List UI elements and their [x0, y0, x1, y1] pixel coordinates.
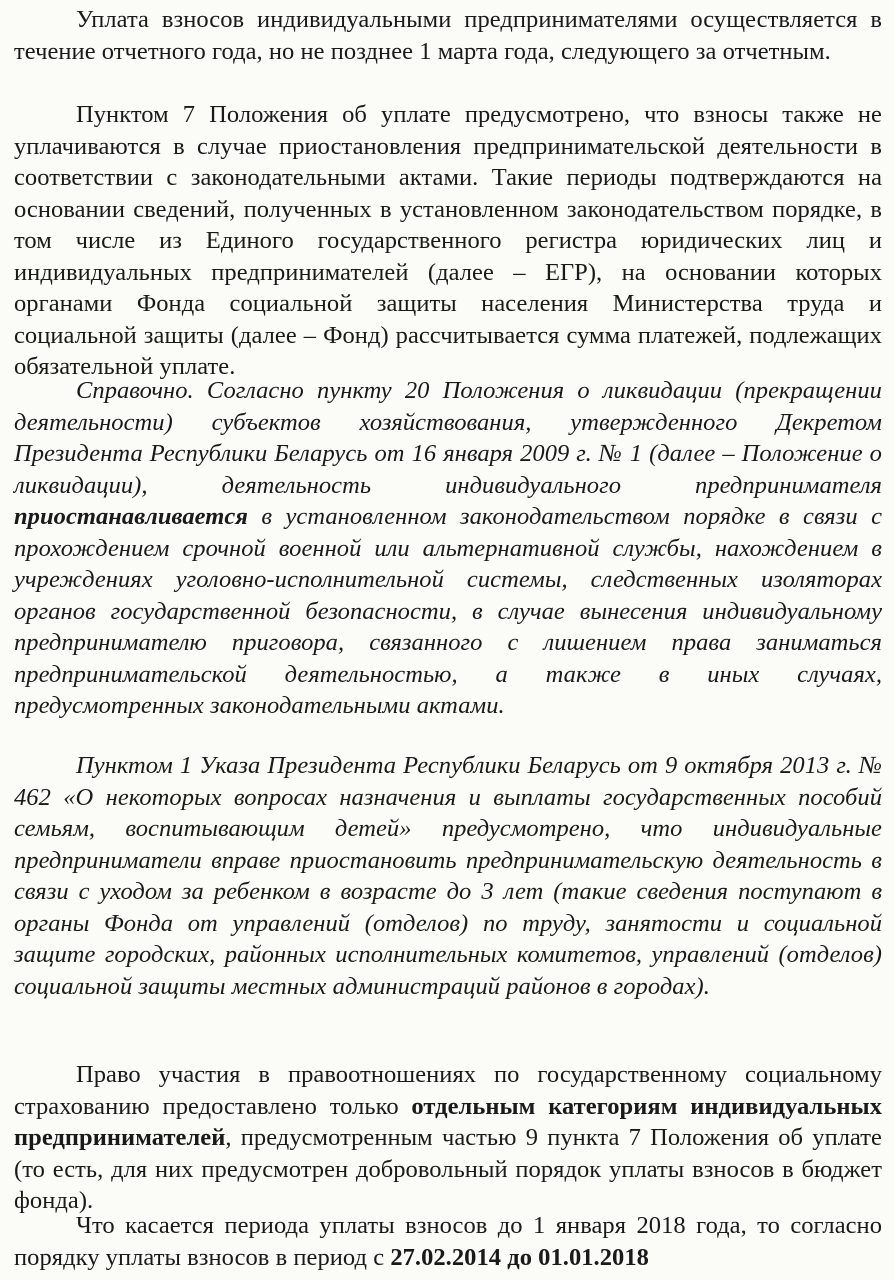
paragraph-2-text: Пунктом 7 Положения об уплате предусмотрено, что взносы также не уплачиваются в случае приостановления предпринимательской деятельности в соответствии с законодательными актами. Такие периоды подтверждаются на основании сведений, полученных в установленном законодательством порядке, в том числе из Единого государственного регистра юридических лиц и индивидуальных предпринимателей (далее – ЕГР), на основании которых органами Фонда социальной защиты населения Министерства труда и социальной защиты (далее – Фонд) рассчитывается сумма платежей, подлежащих обязательной уплате.: [14, 101, 882, 380]
paragraph-1: [14, 4, 882, 67]
paragraph-3-reference-note: [14, 375, 882, 722]
paragraph-6: [14, 1210, 882, 1273]
paragraph-3-text: [14, 375, 882, 722]
paragraph-6-bold-date-start: 27.02.2014: [390, 1243, 502, 1271]
paragraph-2: [14, 99, 882, 383]
paragraph-3-part-1: Справочно. Согласно пункту 20 Положения о ликвидации (прекращении деятельности) субъектов хозяйствования, утвержденного Декретом Президента Республики Беларусь от 16 января 2009 г. № 1 (далее – Положение о ликвидации), деятельность индивидуального предпринимателя: [14, 377, 882, 499]
paragraph-5-bold-term: отдельным категориям индивидуальных предпринимателей: [14, 1092, 882, 1151]
paragraph-3-bold-term: приостанавливается: [14, 503, 248, 530]
paragraph-5-part-2: , предусмотренным частью 9 пункта 7 Положения об уплате (то есть, для них предусмотрен добровольный порядок уплаты взносов в бюджет фонда).: [14, 1124, 882, 1214]
paragraph-3-part-2: в установленном законодательством порядке в связи с прохождением срочной военной или альтернативной службы, нахождением в учреждениях уголовно-исполнительной системы, следственных изоляторах органов государственной безопасности, в случае вынесения индивидуальному предпринимателю приговора, связанного с лишением права заниматься предпринимательской деятельностью, а также в иных случаях, предусмотренных законодательными актами.: [14, 503, 882, 719]
paragraph-1-text: Уплата взносов индивидуальными предпринимателями осуществляется в течение отчетного года, но не позднее 1 марта года, следующего за отчетным.: [14, 6, 882, 65]
paragraph-6-bold-date-end: до 01.01.2018: [507, 1243, 649, 1271]
paragraph-6-text: [14, 1210, 882, 1273]
paragraph-5-part-1: Право участия в правоотношениях по государственному социальному страхованию предоставлено только: [14, 1061, 882, 1120]
paragraph-4: [14, 750, 882, 1002]
paragraph-4-text: Пунктом 1 Указа Президента Республики Беларусь от 9 октября 2013 г. № 462 «О некоторых вопросах назначения и выплаты государственных пособий семьям, воспитывающим детей» предусмотрено, что индивидуальные предприниматели вправе приостановить предпринимательскую деятельность в связи с уходом за ребенком в возрасте до 3 лет (такие сведения поступают в органы Фонда от управлений (отделов) по труду, занятости и социальной защите городских, районных исполнительных комитетов, управлений (отделов) социальной защиты местных администраций районов в городах).: [14, 752, 882, 1000]
paragraph-5: [14, 1059, 882, 1217]
paragraph-5-text: [14, 1059, 882, 1217]
paragraph-6-part-1: Что касается периода уплаты взносов до 1 января 2018 года, то согласно порядку уплаты взносов в период с: [14, 1212, 882, 1271]
